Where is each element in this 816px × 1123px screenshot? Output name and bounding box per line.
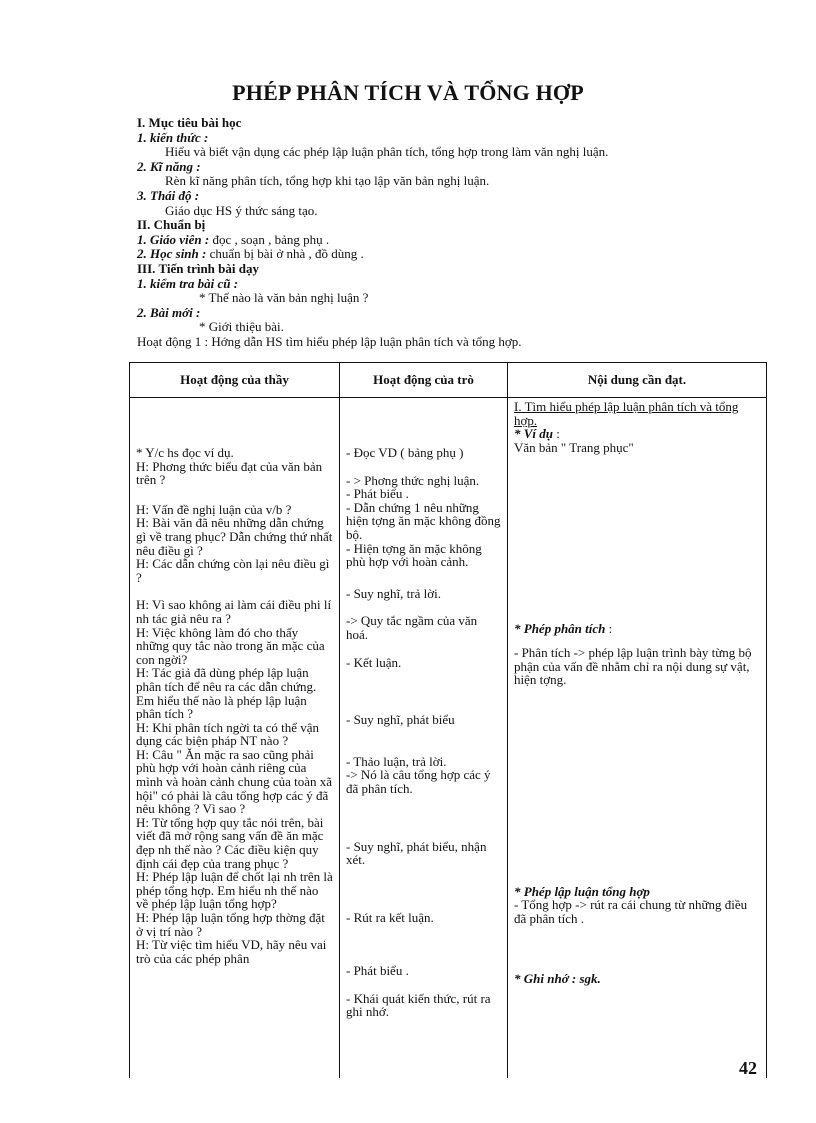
teacher-q7: H: Việc không làm đó cho thấy những quy tắc nào trong ăn mặc của con ngời? (136, 624, 325, 667)
student-a8: - Kết luận. (346, 654, 402, 670)
page-number: 42 (739, 1058, 757, 1078)
example-colon: : (553, 426, 560, 442)
memo-label: * Ghi nhớ : sgk. (514, 970, 601, 986)
example-text: Văn bản " Trang phục" (514, 439, 634, 455)
student-a7: -> Quy tắc ngầm của văn hoá. (346, 613, 478, 642)
knowledge-label: 1. kiến thức : (137, 129, 209, 145)
student-prep (137, 247, 777, 262)
header-teacher: Hoạt động của thầy (130, 363, 340, 398)
header-content: Nội dung cần đạt. (508, 363, 767, 398)
teacher-q2: H: Phơng thức biểu đạt của văn bản trên ? (136, 458, 323, 488)
teacher-q6: H: Vì sao không ai làm cái điều phi lí nh tác giả nêu ra ? (136, 597, 332, 626)
teacher-text: đọc , soạn , bảng phụ . (209, 231, 330, 247)
activity-intro: Hoạt động 1 : Hớng dẫn HS tìm hiểu phép lập luận phân tích và tổng hợp. (137, 333, 522, 349)
student-column (340, 398, 508, 1079)
section-procedure: III. Tiến trình bài dạy (137, 260, 259, 276)
analysis-label: * Phép phân tích (514, 621, 606, 637)
student-a1: - Đọc VD ( bảng phụ ) (346, 445, 464, 460)
student-text: chuẩn bị bài ở nhà , đồ dùng . (206, 246, 364, 262)
header-student: Hoạt động của trò (340, 363, 508, 398)
teacher-prep (137, 233, 777, 248)
section-preparation: II. Chuẩn bị (137, 217, 206, 233)
teacher-label: 1. Giáo viên : (137, 231, 210, 247)
student-a15: - Khái quát kiến thức, rút ra ghi nhớ. (346, 990, 491, 1020)
student-a3: - Phát biểu . (346, 486, 409, 502)
teacher-q13: H: Phép lập luận tổng hợp thờng đặt ở vị trí nào ? (136, 910, 325, 939)
teacher-q12: H: Phép lập luận để chốt lại nh trên là phép tổng hợp. Em hiểu nh thế nào về phép lập luận tổng hợp? (136, 869, 333, 912)
student-a9: - Suy nghĩ, phát biểu (346, 712, 455, 728)
teacher-q3: H: Vấn đề nghị luận của v/b ? (136, 501, 292, 517)
check-text: * Thế nào là văn bản nghị luận ? (199, 290, 369, 306)
teacher-q1: * Y/c hs đọc ví dụ. (136, 445, 234, 460)
teacher-q4: H: Bài văn đã nêu những dẫn chứng gì về trang phục? Dẫn chứng thứ nhất nêu điều gì ? (136, 515, 333, 558)
student-a4: - Dẫn chứng 1 nêu những hiện tợng ăn mặc không đồng bộ. (346, 499, 501, 542)
teacher-q8: H: Tác giả đã dùng phép lập luận phân tích để nêu ra các dẫn chứng. Em hiểu thế nào là phép lập luận phân tích ? (136, 665, 317, 722)
analysis-text: - Phân tích -> phép lập luận trình bày từng bộ phận của vấn đề nhằm chỉ ra nội dung sự vật, hiện tợng. (514, 644, 752, 688)
content-column (508, 398, 767, 1079)
analysis-colon: : (605, 621, 613, 637)
lesson-table (129, 362, 767, 1078)
analysis-line (514, 622, 760, 636)
example-line (514, 427, 760, 441)
new-lesson-text: * Giới thiệu bài. (199, 319, 284, 335)
student-a5: - Hiện tợng ăn mặc không phù hợp với hoàn cảnh. (346, 540, 482, 570)
student-a12: - Suy nghĩ, phát biểu, nhận xét. (346, 838, 487, 868)
attitude-label: 3. Thái độ : (137, 187, 200, 203)
synthesis-label: * Phép lập luận tổng hợp (514, 883, 650, 899)
skill-text: Rèn kĩ năng phân tích, tổng hợp khi tạo lập văn bản nghị luận. (165, 173, 490, 189)
teacher-q11: H: Từ tổng hợp quy tắc nói trên, bài viết đã mở rộng sang vấn đề ăn mặc đẹp nh thế nào ? Các điều kiện quy định cái đẹp của trang phục ? (136, 814, 324, 871)
student-a6: - Suy nghĩ, trả lời. (346, 585, 441, 601)
student-a13: - Rút ra kết luận. (346, 909, 434, 925)
student-a14: - Phát biểu . (346, 963, 409, 979)
check-label: 1. kiểm tra bài cũ : (137, 275, 239, 291)
lesson-objectives (137, 116, 777, 350)
skill-label: 2. Kĩ năng : (137, 158, 201, 174)
student-label: 2. Học sinh : (137, 246, 207, 262)
teacher-q10: H: Câu " Ăn mặc ra sao cũng phải phù hợp với hoàn cảnh riêng của mình và hoàn cảnh chung của toàn xã hội" có phải là câu tổng hợp các ý đã nêu không ? Vì sao ? (136, 746, 333, 817)
student-a11: -> Nó là câu tổng hợp các ý đã phân tích. (346, 767, 491, 796)
teacher-column (130, 398, 340, 1079)
knowledge-text: Hiểu và biết vận dụng các phép lập luận phân tích, tổng hợp trong làm văn nghị luận. (165, 144, 609, 160)
teacher-q5: H: Các dẫn chứng còn lại nêu điều gì ? (136, 556, 330, 585)
student-a10: - Thảo luận, trả lời. (346, 753, 447, 769)
student-a2: - > Phơng thức nghị luận. (346, 472, 480, 488)
teacher-q14: H: Từ việc tìm hiểu VD, hãy nêu vai trò của các phép phân (136, 937, 327, 966)
example-label: * Ví dụ (514, 426, 554, 442)
content-heading: I. Tìm hiểu phép lập luận phân tích và tổng hợp. (514, 399, 739, 428)
synthesis-text: - Tổng hợp -> rút ra cái chung từ những điều đã phân tích . (514, 897, 748, 926)
teacher-q9: H: Khi phân tích ngời ta có thể vận dụng các biện pháp NT nào ? (136, 719, 320, 749)
page-title: PHÉP PHÂN TÍCH VÀ TỔNG HỢP (232, 80, 584, 105)
new-lesson-label: 2. Bài mới : (137, 304, 201, 320)
section-objectives: I. Mục tiêu bài học (137, 115, 242, 130)
attitude-text: Giáo dục HS ý thức sáng tạo. (165, 202, 318, 218)
